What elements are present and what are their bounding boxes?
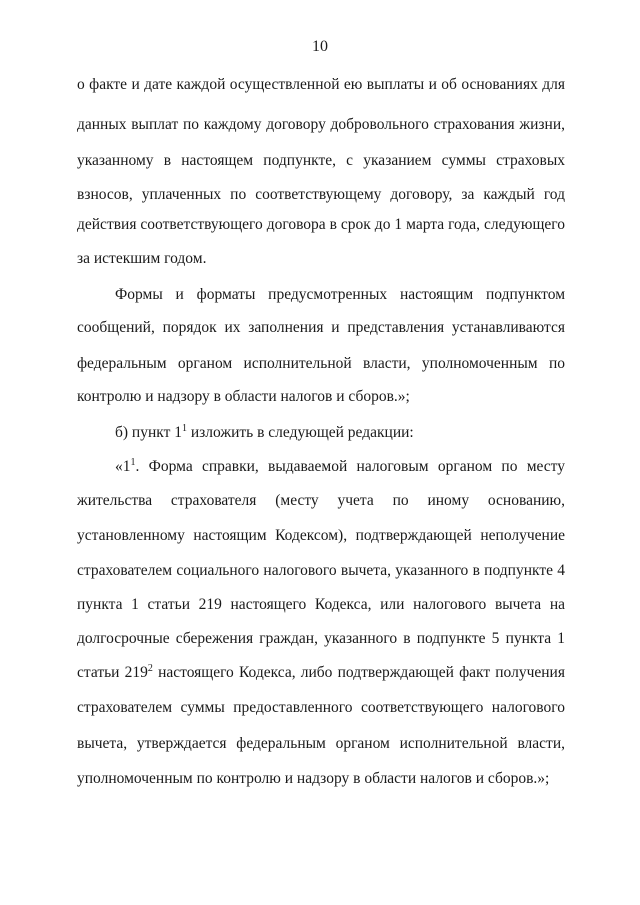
text-line: сообщений, порядок их заполнения и представления устанавливаются xyxy=(77,319,565,336)
text-line: контролю и надзору в области налогов и сборов.»; xyxy=(77,388,410,405)
text-line xyxy=(115,458,565,476)
text-line: за истекшим годом. xyxy=(77,250,207,267)
text-line: долгосрочные сбережения граждан, указанного в подпункте 5 пункта 1 xyxy=(77,630,565,647)
text-fragment: изложить в следующей редакции: xyxy=(187,424,414,441)
superscript: 1 xyxy=(130,457,136,468)
text-line: взносов, уплаченных по соответствующему договору, за каждый год xyxy=(77,186,565,203)
text-fragment: . Форма справки, выдаваемой налоговым органом по месту xyxy=(135,458,565,475)
text-line: Формы и форматы предусмотренных настоящим подпунктом xyxy=(115,286,565,303)
text-line: о факте и дате каждой осуществленной ею выплаты и об основаниях для xyxy=(77,76,565,93)
text-line: пункта 1 статьи 219 настоящего Кодекса, или налогового вычета на xyxy=(77,596,565,613)
text-line: уполномоченным по контролю и надзору в области налогов и сборов.»; xyxy=(77,770,550,787)
text-line: указанному в настоящем подпункте, с указанием суммы страховых xyxy=(77,152,565,169)
text-fragment: «1 xyxy=(115,458,131,475)
text-line: установленному настоящим Кодексом), подтверждающей неполучение xyxy=(77,527,565,544)
text-fragment: статьи 219 xyxy=(77,664,148,681)
text-line: страхователем суммы предоставленного соответствующего налогового xyxy=(77,699,565,716)
text-line xyxy=(77,664,565,682)
page-number: 10 xyxy=(312,38,328,55)
text-line: страхователем социального налогового вычета, указанного в подпункте 4 xyxy=(77,562,565,579)
text-line: жительства страхователя (месту учета по иному основанию, xyxy=(77,492,565,509)
text-line xyxy=(115,424,565,442)
superscript: 2 xyxy=(147,663,153,674)
text-fragment: настоящего Кодекса, либо подтверждающей факт получения xyxy=(152,664,565,681)
superscript: 1 xyxy=(182,423,187,434)
text-line: вычета, утверждается федеральным органом исполнительной власти, xyxy=(77,735,565,752)
text-line: федеральным органом исполнительной власти, уполномоченным по xyxy=(77,355,565,372)
text-line: действия соответствующего договора в срок до 1 марта года, следующего xyxy=(77,216,565,233)
text-fragment: б) пункт 1 xyxy=(115,424,182,441)
text-line: данных выплат по каждому договору добровольного страхования жизни, xyxy=(77,116,565,133)
